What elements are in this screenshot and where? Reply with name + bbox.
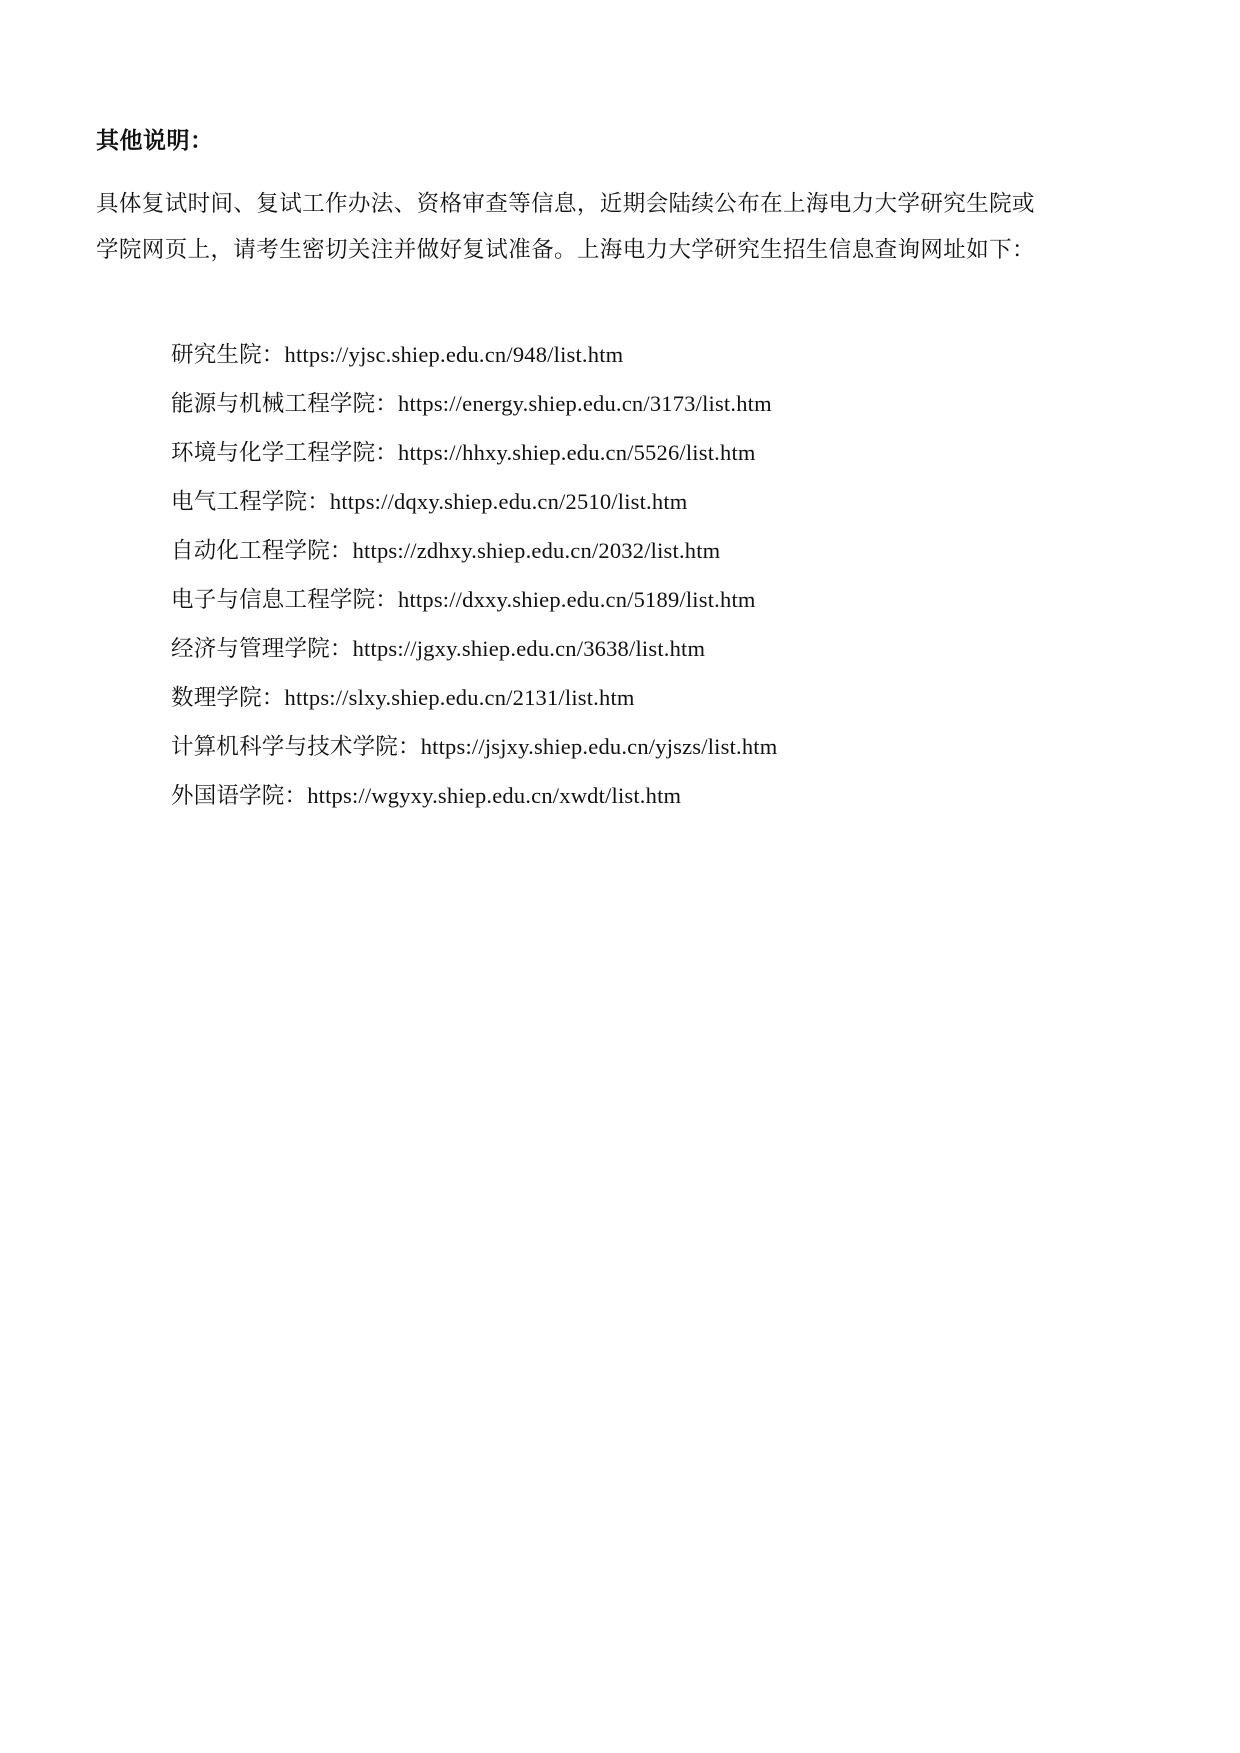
link-item-environment-chemical bbox=[171, 428, 777, 477]
website-link-list bbox=[171, 330, 777, 820]
link-url[interactable]: https://dqxy.shiep.edu.cn/2510/list.htm bbox=[329, 489, 688, 514]
link-item-economics-management bbox=[171, 624, 777, 673]
link-item-automation bbox=[171, 526, 777, 575]
link-label: 电子与信息工程学院： bbox=[171, 587, 399, 612]
link-item-energy-mechanical bbox=[171, 379, 777, 428]
link-item-graduate-school bbox=[171, 330, 777, 379]
link-url[interactable]: https://yjsc.shiep.edu.cn/948/list.htm bbox=[284, 342, 624, 367]
section-heading: 其他说明： bbox=[96, 128, 214, 153]
link-item-electrical bbox=[171, 477, 777, 526]
link-label: 能源与机械工程学院： bbox=[171, 391, 399, 416]
link-item-electronics-information bbox=[171, 575, 777, 624]
link-url[interactable]: https://energy.shiep.edu.cn/3173/list.htm bbox=[398, 391, 772, 416]
notice-paragraph bbox=[96, 181, 1141, 273]
link-label: 计算机科学与技术学院： bbox=[171, 734, 421, 759]
link-label: 电气工程学院： bbox=[171, 489, 330, 514]
link-label: 环境与化学工程学院： bbox=[171, 440, 399, 465]
link-url[interactable]: https://zdhxy.shiep.edu.cn/2032/list.htm bbox=[352, 538, 721, 563]
link-item-computer-science bbox=[171, 722, 777, 771]
link-item-mathematics-physics bbox=[171, 673, 777, 722]
link-url[interactable]: https://wgyxy.shiep.edu.cn/xwdt/list.htm bbox=[307, 783, 682, 808]
link-label: 研究生院： bbox=[171, 342, 285, 367]
link-url[interactable]: https://slxy.shiep.edu.cn/2131/list.htm bbox=[284, 685, 635, 710]
link-url[interactable]: https://hhxy.shiep.edu.cn/5526/list.htm bbox=[398, 440, 756, 465]
paragraph-line: 学院网页上，请考生密切关注并做好复试准备。上海电力大学研究生招生信息查询网址如下： bbox=[96, 237, 1035, 262]
link-label: 自动化工程学院： bbox=[171, 538, 353, 563]
paragraph-line: 具体复试时间、复试工作办法、资格审查等信息，近期会陆续公布在上海电力大学研究生院或 bbox=[96, 191, 1035, 216]
link-label: 数理学院： bbox=[171, 685, 285, 710]
link-label: 外国语学院： bbox=[171, 783, 308, 808]
link-url[interactable]: https://dxxy.shiep.edu.cn/5189/list.htm bbox=[398, 587, 756, 612]
link-label: 经济与管理学院： bbox=[171, 636, 353, 661]
link-item-foreign-languages bbox=[171, 771, 777, 820]
link-url[interactable]: https://jgxy.shiep.edu.cn/3638/list.htm bbox=[352, 636, 706, 661]
link-url[interactable]: https://jsjxy.shiep.edu.cn/yjszs/list.htm bbox=[420, 734, 778, 759]
